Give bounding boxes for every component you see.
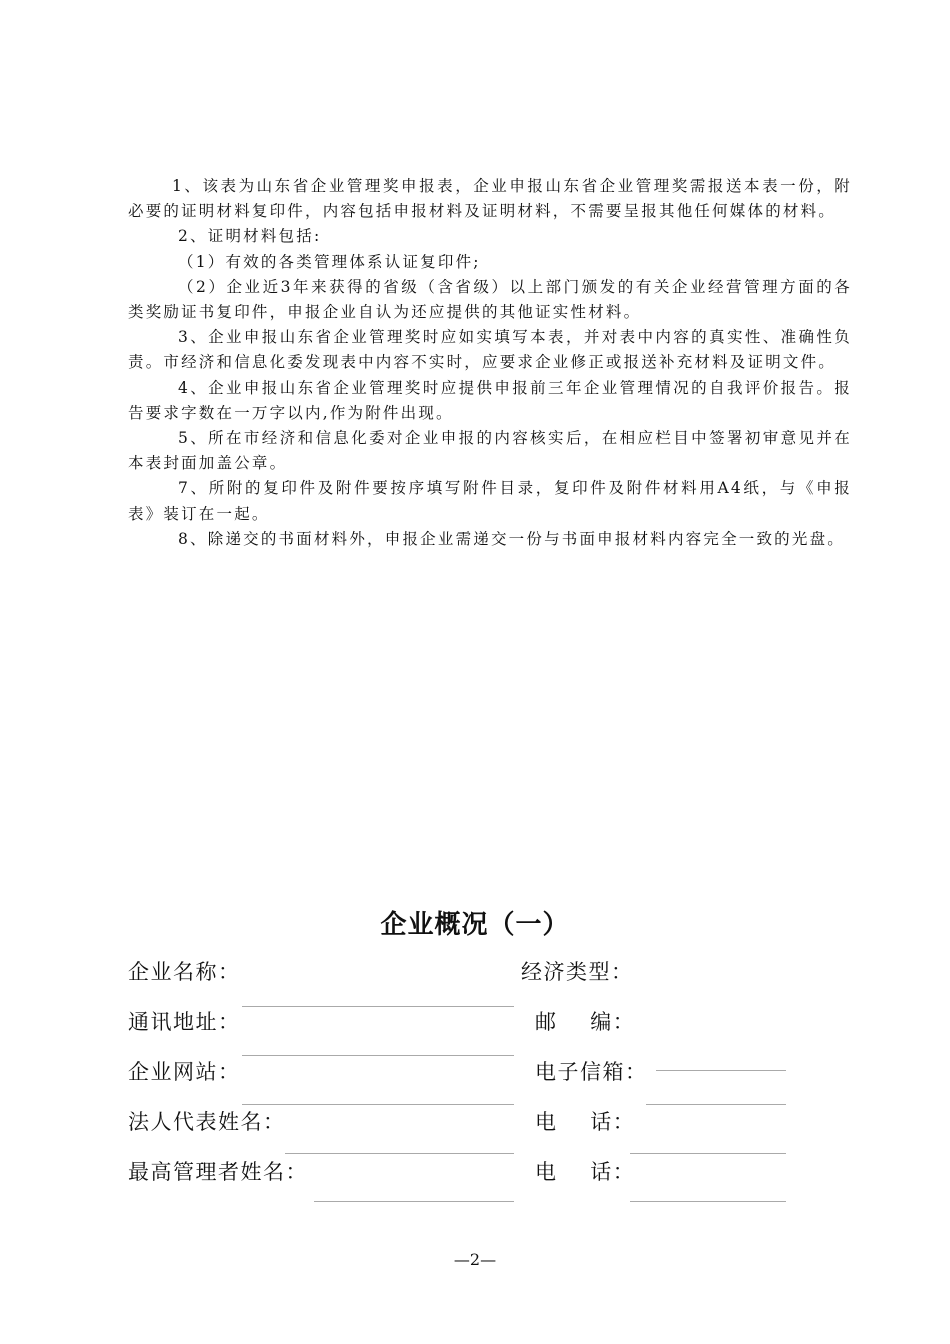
- email-label: 电子信箱：: [535, 1060, 648, 1084]
- email-field[interactable]: [656, 1070, 786, 1071]
- instruction-2-1: （1）有效的各类管理体系认证复印件;: [178, 252, 481, 271]
- instructions-section: [128, 174, 852, 552]
- address-field[interactable]: [242, 1055, 514, 1056]
- page-number: —2—: [453, 1250, 497, 1269]
- top-manager-phone-label: 电 话：: [535, 1160, 636, 1184]
- instruction-8: 8、除递交的书面材料外，申报企业需递交一份与书面申报材料内容完全一致的光盘。: [178, 529, 845, 548]
- instruction-1: 1、该表为山东省企业管理奖申报表，企业申报山东省企业管理奖需报送本表一份，附必要的证明材料复印件，内容包括申报材料及证明材料，不需要呈报其他任何媒体的材料。: [128, 177, 852, 221]
- economic-type-label: 经济类型：: [521, 960, 634, 984]
- instruction-7: 7、所附的复印件及附件要按序填写附件目录，复印件及附件材料用A4纸，与《申报表》装订在一起。: [128, 479, 852, 523]
- postcode-label: 邮 编：: [535, 1010, 636, 1034]
- company-name-label: 企业名称：: [128, 960, 241, 984]
- top-manager-phone-field[interactable]: [630, 1153, 786, 1154]
- address-label: 通讯地址：: [128, 1010, 241, 1034]
- legal-rep-phone-label: 电 话：: [535, 1110, 636, 1134]
- legal-rep-field[interactable]: [285, 1153, 514, 1154]
- company-name-field[interactable]: [242, 1006, 514, 1007]
- website-field[interactable]: [242, 1104, 514, 1105]
- instruction-5: 5、所在市经济和信息化委对企业申报的内容核实后，在相应栏目中签署初审意见并在本表封面加盖公章。: [128, 429, 852, 473]
- legal-rep-label: 法人代表姓名：: [128, 1110, 286, 1134]
- website-label: 企业网站：: [128, 1060, 241, 1084]
- instruction-4: 4、企业申报山东省企业管理奖时应提供申报前三年企业管理情况的自我评价报告。报告要求字数在一万字以内,作为附件出现。: [128, 378, 852, 422]
- instruction-3: 3、企业申报山东省企业管理奖时应如实填写本表，并对表中内容的真实性、准确性负责。市经济和信息化委发现表中内容不实时，应要求企业修正或报送补充材料及证明文件。: [128, 328, 852, 372]
- section-title: 企业概况（一）: [380, 910, 570, 940]
- instruction-2: 2、证明材料包括:: [178, 227, 322, 246]
- top-manager-field[interactable]: [314, 1201, 514, 1202]
- top-manager-phone-field-2[interactable]: [630, 1201, 786, 1202]
- legal-rep-phone-field[interactable]: [646, 1104, 786, 1105]
- top-manager-label: 最高管理者姓名：: [128, 1160, 308, 1184]
- instruction-2-2: （2）企业近3年来获得的省级（含省级）以上部门颁发的有关企业经营管理方面的各类奖励证书复印件，申报企业自认为还应提供的其他证实性材料。: [128, 277, 852, 322]
